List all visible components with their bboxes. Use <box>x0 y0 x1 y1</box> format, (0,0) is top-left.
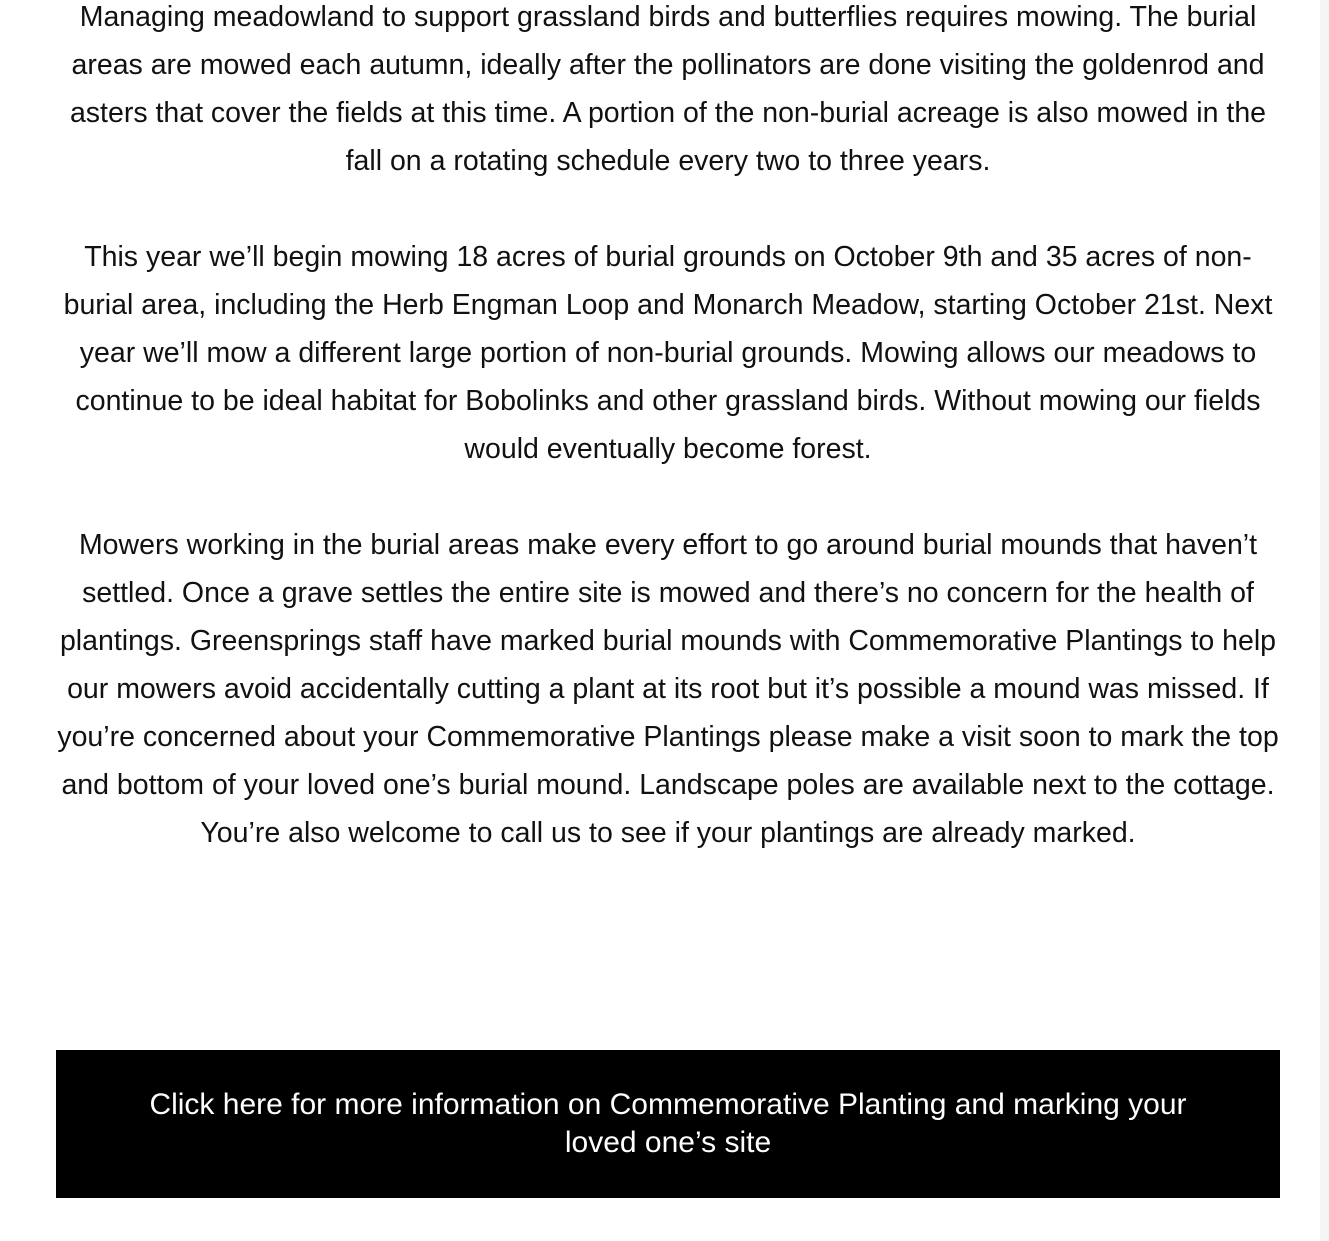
article-content <box>56 0 1280 905</box>
paragraph-burial-mounds: Mowers working in the burial areas make every effort to go around burial mounds that haven’t settled. Once a grave settles the entire site is mowed and there’s no concern for the health of plantings. Greensprings staff have marked burial mounds with Commemorative Plantings to help our mowers avoid accidentally cutting a plant at its root but it’s possible a mound was missed. If you’re concerned about your Commemorative Plantings please make a visit soon to mark the top and bottom of your loved one’s burial mound. Landscape poles are available next to the cottage. You’re also welcome to call us to see if your plantings are already marked. <box>57 529 1279 849</box>
commemorative-planting-info-button[interactable] <box>56 1050 1280 1198</box>
scrollbar-gutter[interactable] <box>1320 0 1329 1241</box>
paragraph-mowing-schedule: This year we’ll begin mowing 18 acres of burial grounds on October 9th and 35 acres of non-burial area, including the Herb Engman Loop and Monarch Meadow, starting October 21st. Next year we’ll mow a different large portion of non-burial grounds. Mowing allows our meadows to continue to be ideal habitat for Bobolinks and other grassland birds. Without mowing our fields would eventually become forest. <box>63 241 1273 465</box>
paragraph-mowing-overview: Managing meadowland to support grassland birds and butterflies requires mowing. The burial areas are mowed each autumn, ideally after the pollinators are done visiting the goldenrod and asters that cover the fields at this time. A portion of the non-burial acreage is also mowed in the fall on a rotating schedule every two to three years. <box>69 1 1267 177</box>
cta-label: Click here for more information on Commemorative Planting and marking your loved one’s site <box>149 1088 1187 1159</box>
